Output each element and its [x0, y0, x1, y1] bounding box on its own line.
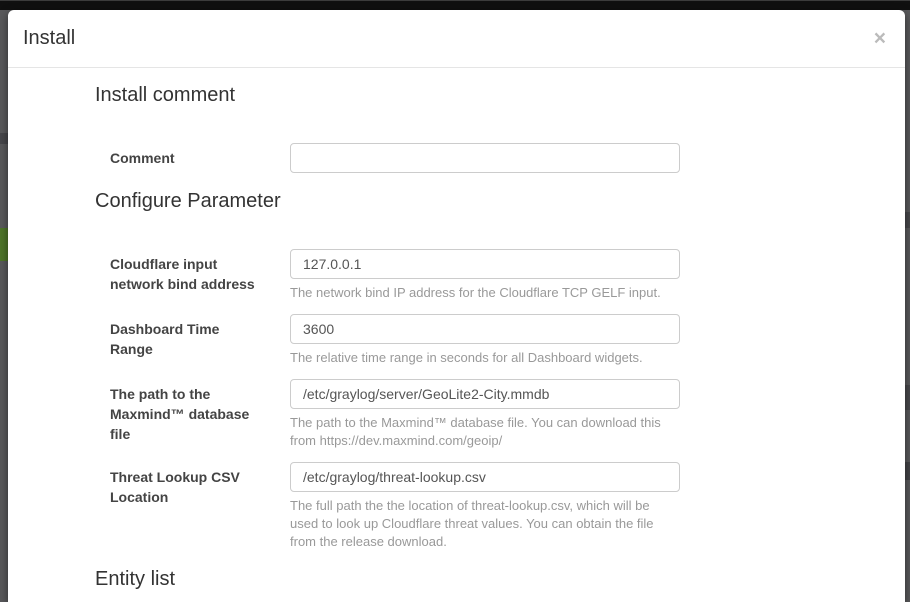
modal-title: Install: [23, 27, 76, 49]
dashboard-time-range-label: Dashboard Time Range: [110, 321, 220, 357]
cloudflare-bind-address-input-col: [290, 249, 680, 302]
maxmind-db-path-label: The path to the Maxmind™ database file: [110, 386, 250, 442]
background-navbar: [0, 0, 910, 10]
entity-list-heading: Entity list: [95, 568, 176, 590]
background-green-button-fragment: [0, 228, 8, 261]
modal-body: [8, 68, 905, 602]
threat-lookup-csv-input-col: [290, 462, 680, 551]
cloudflare-bind-address-label: Cloudflare input network bind address: [110, 256, 255, 292]
comment-input-col: [290, 143, 680, 173]
dashboard-time-range-input-col: [290, 314, 680, 367]
dashboard-time-range-help: The relative time range in seconds for all Dashboard widgets.: [290, 350, 643, 365]
parameter-form-group: [95, 314, 875, 367]
comment-label: Comment: [110, 150, 175, 166]
install-modal: [8, 10, 905, 602]
maxmind-db-path-input-col: [290, 379, 680, 450]
comment-form-group: [95, 143, 875, 173]
configure-parameter-heading: Configure Parameter: [95, 190, 281, 212]
maxmind-db-path-input[interactable]: [290, 379, 680, 409]
threat-lookup-csv-help: The full path the the location of threat-lookup.csv, which will be used to look up Cloudflare threat values. You can obtain the file from the release download.: [290, 498, 654, 549]
parameter-form-group: [95, 249, 875, 302]
maxmind-db-path-help: The path to the Maxmind™ database file. You can download this from https://dev.maxmind.com/geoip/: [290, 415, 661, 448]
install-comment-heading: Install comment: [95, 84, 236, 106]
cloudflare-bind-address-help: The network bind IP address for the Cloudflare TCP GELF input.: [290, 285, 661, 300]
background-fragment: [905, 385, 910, 410]
background-fragment: [0, 133, 8, 144]
threat-lookup-csv-label: Threat Lookup CSV Location: [110, 469, 240, 505]
close-icon[interactable]: ×: [871, 28, 889, 49]
comment-input[interactable]: [290, 143, 680, 173]
threat-lookup-csv-input[interactable]: [290, 462, 680, 492]
cloudflare-bind-address-input[interactable]: [290, 249, 680, 279]
modal-header: [8, 10, 905, 68]
background-fragment: [905, 462, 910, 480]
parameter-form-group: [95, 462, 875, 551]
dashboard-time-range-input[interactable]: [290, 314, 680, 344]
parameter-form-group: [95, 379, 875, 450]
background-fragment: [905, 212, 910, 228]
